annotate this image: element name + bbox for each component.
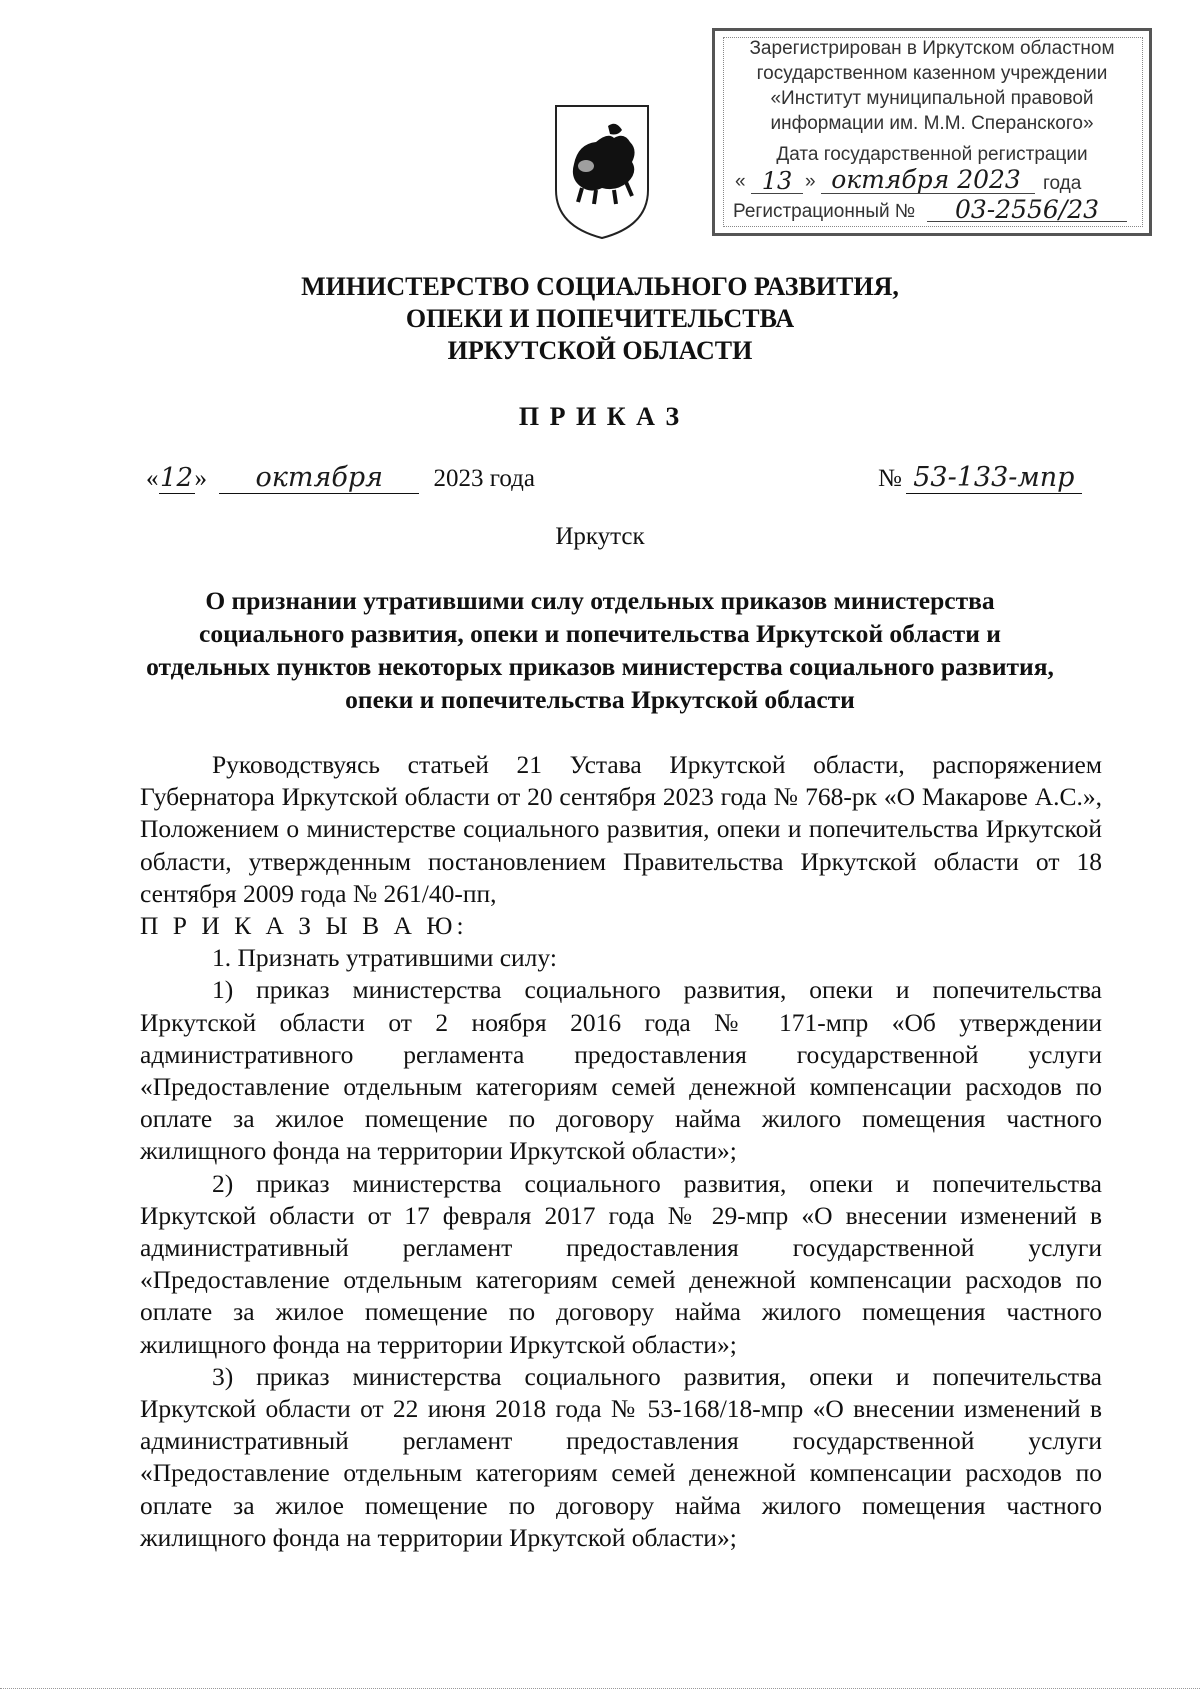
city: Иркутск — [555, 523, 645, 550]
ministry-line-1: МИНИСТЕРСТВО СОЦИАЛЬНОГО РАЗВИТИЯ, — [301, 272, 899, 301]
stamp-line-3: «Институт муниципальной правовой — [770, 88, 1094, 109]
ministry-line-2: ОПЕКИ И ПОПЕЧИТЕЛЬСТВА — [405, 304, 795, 333]
page-bottom-rule — [0, 1688, 1200, 1691]
stamp-year-suffix: года — [1043, 173, 1082, 194]
order-number: № 53-133-мпр — [878, 462, 1082, 494]
document-title: О признании утратившими силу отдельных приказов министерства социального развития, опеки и попечительства Иркутской области и отдельных пунктов некоторых приказов министерства социального развития, опеки и попечительства Иркутской области — [146, 586, 1054, 714]
stamp-line-5: Дата государственной регистрации — [776, 144, 1088, 165]
order-day: 12 — [159, 463, 194, 493]
stamp-line-1: Зарегистрирован в Иркутском областном — [749, 38, 1115, 59]
order-word: П Р И К А З Ы В А Ю: — [140, 911, 468, 941]
coat-of-arms-icon — [552, 102, 652, 242]
order-month: октября — [219, 462, 419, 494]
stamp-day: 13 — [761, 167, 793, 195]
doc-type: П Р И К А З — [518, 402, 682, 431]
ministry-line-3: ИРКУТСКОЙ ОБЛАСТИ — [447, 336, 753, 365]
order-number-value: 53-133-мпр — [906, 462, 1082, 494]
order-date: «12» октября 2023 года — [146, 462, 535, 493]
subitem-2: 2) приказ министерства социального развития, опеки и попечительства Иркутской области от 17 февраля 2017 года № 29-мпр «О внесении изменений в административный регламент предоставления государственной услуги «Предоставление отдельным категориям семей денежной компенсации расходов по оплате за жилое помещение по договору найма жилого помещения частного жилищного фонда на территории Иркутской области»; — [140, 1168, 1102, 1359]
stamp-month: октября 2023 — [831, 165, 1021, 194]
document-body — [140, 749, 1102, 1554]
subitem-1: 1) приказ министерства социального развития, опеки и попечительства Иркутской области от 2 ноября 2016 года № 171-мпр «Об утверждении административного регламента предоставления государственной услуги «Предоставление отдельным категориям семей денежной компенсации расходов по оплате за жилое помещение по договору найма жилого помещения частного жилищного фонда на территории Иркутской области»; — [140, 975, 1102, 1166]
preamble: Руководствуясь статьей 21 Устава Иркутской области, распоряжением Губернатора Иркутской области от 20 сентября 2023 года № 768-рк «О Макарове А.С.», Положением о министерстве социального развития, опеки и попечительства Иркутской области, утвержденным постановлением Правительства Иркутской области от 18 сентября 2009 года № 261/40-пп, — [140, 750, 1102, 908]
stamp-date-row: « 13 » октября 2023 года — [735, 165, 1082, 195]
stamp-reg-label: Регистрационный № — [733, 201, 916, 222]
stamp-reg-number: 03-2556/23 — [954, 195, 1100, 224]
registration-stamp — [712, 28, 1152, 236]
stamp-reg-row — [715, 195, 1149, 229]
subitem-3: 3) приказ министерства социального развития, опеки и попечительства Иркутской области от 22 июня 2018 года № 53-168/18-мпр «О внесении изменений в административный регламент предоставления государственной услуги «Предоставление отдельным категориям семей денежной компенсации расходов по оплате за жилое помещение по договору найма жилого помещения частного жилищного фонда на территории Иркутской области»; — [140, 1361, 1102, 1552]
stamp-line-2: государственном казенном учреждении — [756, 63, 1108, 84]
order-year: 2023 года — [433, 465, 535, 492]
stamp-line-4: информации им. М.М. Сперанского» — [770, 113, 1094, 134]
item-1: 1. Признать утратившими силу: — [212, 943, 557, 973]
